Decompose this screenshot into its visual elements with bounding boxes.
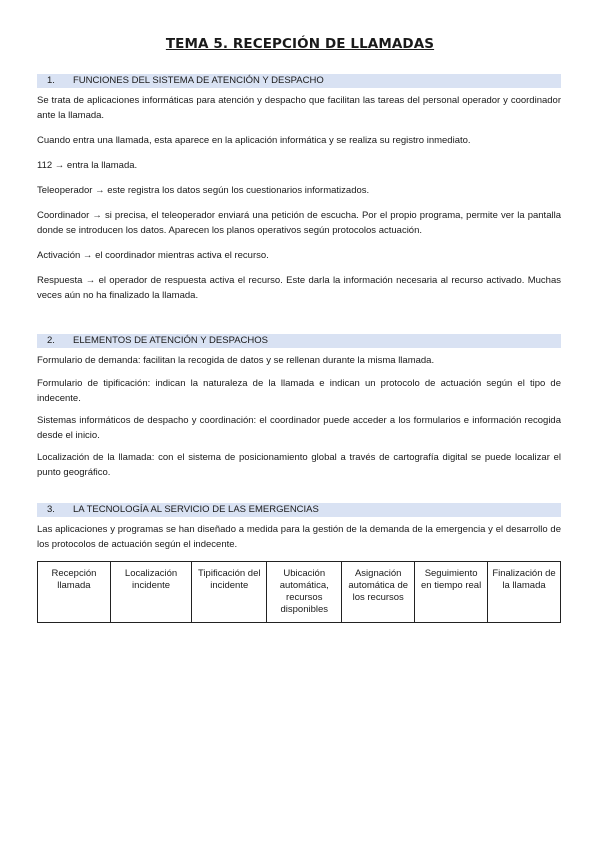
section-header-3 <box>37 503 561 517</box>
section-number: 2. <box>47 335 55 346</box>
paragraph: Las aplicaciones y programas se han diseñado a medida para la gestión de la demanda de la emergencia y el desarrollo de los protocolos de actuación según el indecente. <box>37 524 561 550</box>
table-cell: Ubicación automática, recursos disponibles <box>267 562 342 623</box>
paragraph: Formulario de tipificación: indican la naturaleza de la llamada e indican un protocolo de actuación según el tipo de indecente. <box>37 378 561 404</box>
process-table <box>37 561 561 623</box>
section-number: 3. <box>47 504 55 515</box>
section-heading: FUNCIONES DEL SISTEMA DE ATENCIÓN Y DESPACHO <box>73 75 324 86</box>
section-heading: LA TECNOLOGÍA AL SERVICIO DE LAS EMERGENCIAS <box>73 504 319 515</box>
paragraph: 112 → entra la llamada. <box>37 160 138 171</box>
section-header-1 <box>37 74 561 88</box>
table-cell: Localización incidente <box>110 562 191 623</box>
paragraph: Respuesta → el operador de respuesta activa el recurso. Este darla la información necesaria al recurso activado. Muchas veces aún no ha finalizado la llamada. <box>37 275 561 301</box>
paragraph: Se trata de aplicaciones informáticas para atención y despacho que facilitan las tareas del personal operador y coordinador ante la llamada. <box>37 95 561 121</box>
paragraph: Localización de la llamada: con el sistema de posicionamiento global a través de cartografía digital se puede localizar el punto geográfico. <box>37 452 561 478</box>
paragraph: Activación → el coordinador mientras activa el recurso. <box>37 250 269 261</box>
table-row <box>38 562 561 623</box>
table-cell: Asignación automática de los recursos <box>342 562 415 623</box>
page-title: TEMA 5. RECEPCIÓN DE LLAMADAS <box>165 36 435 52</box>
paragraph: Teleoperador → este registra los datos según los cuestionarios informatizados. <box>37 185 370 196</box>
table-cell: Tipificación del incidente <box>192 562 267 623</box>
paragraph: Coordinador → si precisa, el teleoperador enviará una petición de escucha. Por el propio programa, permite ver la pantalla donde se introducen los datos. Aparecen los planos operativos según protocolos actuación. <box>37 210 561 236</box>
section-header-2 <box>37 334 561 348</box>
table-cell: Recepción llamada <box>38 562 111 623</box>
section-number: 1. <box>47 75 55 86</box>
table-cell: Finalización de la llamada <box>488 562 561 623</box>
section-heading: ELEMENTOS DE ATENCIÓN Y DESPACHOS <box>73 335 268 346</box>
paragraph: Formulario de demanda: facilitan la recogida de datos y se rellenan durante la misma llamada. <box>37 355 435 366</box>
paragraph: Cuando entra una llamada, esta aparece en la aplicación informática y se realiza su registro inmediato. <box>37 135 471 146</box>
paragraph: Sistemas informáticos de despacho y coordinación: el coordinador puede acceder a los formularios e información recogida desde el inicio. <box>37 415 561 441</box>
table-cell: Seguimiento en tiempo real <box>415 562 488 623</box>
